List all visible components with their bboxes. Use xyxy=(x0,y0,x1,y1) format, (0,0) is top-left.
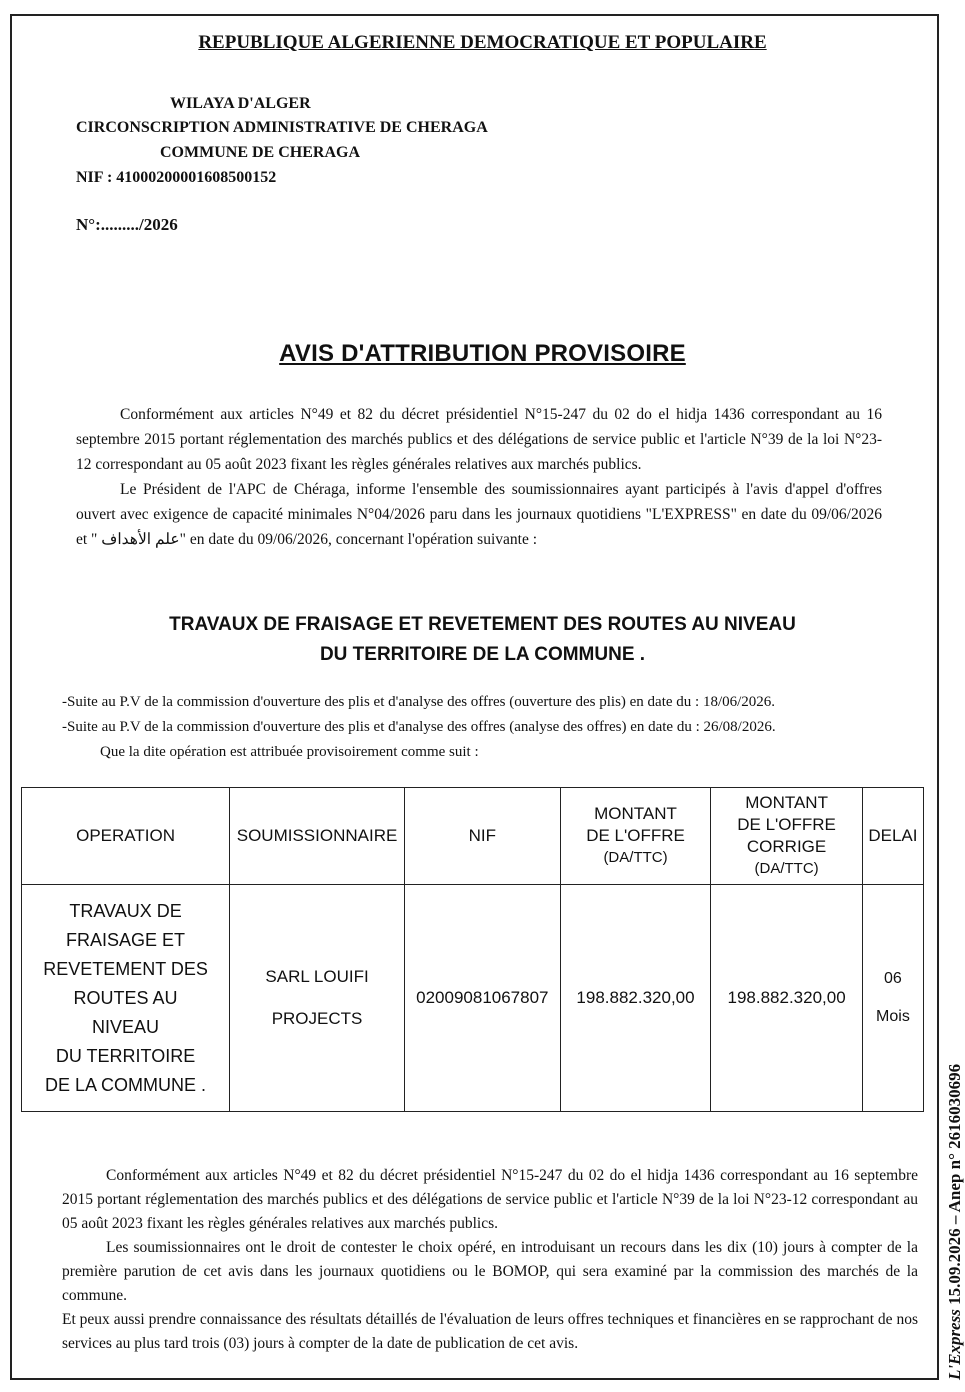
award-table xyxy=(21,787,924,1112)
suite-line-2: -Suite au P.V de la commission d'ouverture des plis et d'analyse des offres (analyse des offres) en date du : 26/08/2026. xyxy=(62,719,776,735)
operation-line-2: FRAISAGE ET xyxy=(66,929,186,950)
header-montant-offre xyxy=(560,788,711,885)
publication-date-anep: 15.09.2026 – Anep n° 2616030696 xyxy=(945,1063,964,1305)
header-corrige-line-1: MONTANT xyxy=(745,793,828,812)
intro-section xyxy=(76,402,882,552)
operation-line-3: REVETEMENT DES xyxy=(43,958,208,979)
cell-nif: 02009081067807 xyxy=(404,885,560,1112)
delai-line-1: 06 xyxy=(884,970,902,987)
header-nif: NIF xyxy=(404,788,560,885)
header-corrige-line-4: (DA/TTC) xyxy=(754,860,819,877)
closing-paragraph-2: Les soumissionnaires ont le droit de contester le choix opéré, en introduisant un recours dans les dix (10) jours à compter de la première parution de cet avis dans les journaux quotidiens ou le BOMOP, qui sera examiné par la commission des marchés de la commune. xyxy=(62,1239,918,1304)
header-montant-line-2: DE L'OFFRE xyxy=(586,826,685,845)
circonscription-heading: CIRCONSCRIPTION ADMINISTRATIVE DE CHERAGA xyxy=(76,119,488,136)
header-montant-line-1: MONTANT xyxy=(594,804,677,823)
operation-line-5: NIVEAU xyxy=(92,1016,160,1037)
header-montant-line-3: (DA/TTC) xyxy=(603,849,668,866)
commune-heading: COMMUNE DE CHERAGA xyxy=(160,144,360,161)
header-delai: DELAI xyxy=(862,788,923,885)
operation-title xyxy=(0,610,965,670)
header-soumissionnaire: SOUMISSIONNAIRE xyxy=(230,788,405,885)
republic-heading: REPUBLIQUE ALGERIENNE DEMOCRATIQUE ET POPULAIRE xyxy=(198,32,767,53)
reference-number: N°:........./2026 xyxy=(76,215,178,234)
cell-montant-corrige: 198.882.320,00 xyxy=(711,885,863,1112)
delai-line-2: Mois xyxy=(876,1008,910,1025)
header-corrige-line-2: DE L'OFFRE xyxy=(737,815,836,834)
soumissionnaire-line-1: SARL LOUIFI xyxy=(265,967,369,986)
operation-line-6: DU TERRITOIRE xyxy=(55,1045,196,1066)
closing-section xyxy=(62,1164,918,1356)
header-montant-corrige xyxy=(711,788,863,885)
table-row xyxy=(22,885,924,1112)
operation-line-7: DE LA COMMUNE . xyxy=(45,1074,207,1095)
header-corrige-line-3: CORRIGE xyxy=(746,837,827,856)
suite-line-3: Que la dite opération est attribuée provisoirement comme suit : xyxy=(100,744,479,760)
closing-paragraph-1: Conformément aux articles N°49 et 82 du décret présidentiel N°15-247 du 02 do el hidja 1436 correspondant au 16 septembre 2015 portant réglementation des marchés publics et des délégations de service public et l'article N°39 de la loi N°23-12 correspondant au 05 août 2023 fixant les règles générales relatives aux marchés publics. xyxy=(62,1167,918,1232)
cell-delai xyxy=(862,885,923,1112)
suite-line-1: -Suite au P.V de la commission d'ouverture des plis et d'analyse des offres (ouverture des plis) en date du : 18/06/2026. xyxy=(62,694,776,710)
header-operation: OPERATION xyxy=(22,788,230,885)
operation-title-line-2: DU TERRITOIRE DE LA COMMUNE . xyxy=(319,644,646,665)
notice-title: AVIS D'ATTRIBUTION PROVISOIRE xyxy=(279,340,686,367)
cell-montant-offre: 198.882.320,00 xyxy=(560,885,711,1112)
intro-paragraph-2: Le Président de l'APC de Chéraga, informe l'ensemble des soumissionnaires ayant participés à l'avis d'appel d'offres ouvert avec exigence de capacité minimales N°04/2026 paru dans les journaux quotidiens "L'EXPRESS" en date du 09/06/2026 et " علم الأهداف" en date du 09/06/2026, concernant l'opération suivante : xyxy=(76,481,882,548)
publication-sidebar xyxy=(945,1064,965,1380)
operation-line-4: ROUTES AU xyxy=(73,987,178,1008)
cell-soumissionnaire xyxy=(230,885,405,1112)
publication-name: L'Express xyxy=(945,1309,964,1380)
closing-paragraph-3: Et peux aussi prendre connaissance des résultats détaillés de l'évaluation de leurs offres techniques et financières en se rapprochant de nos services au plus tard trois (03) jours à compter de la date de publication de cet avis. xyxy=(62,1311,918,1352)
nif-heading: NIF : 41000200001608500152 xyxy=(76,169,277,186)
operation-title-line-1: TRAVAUX DE FRAISAGE ET REVETEMENT DES ROUTES AU NIVEAU xyxy=(169,614,796,635)
wilaya-heading: WILAYA D'ALGER xyxy=(170,95,311,112)
table-header-row xyxy=(22,788,924,885)
intro-paragraph-1: Conformément aux articles N°49 et 82 du décret présidentiel N°15-247 du 02 do el hidja 1436 correspondant au 16 septembre 2015 portant réglementation des marchés publics et des délégations de service public et l'article N°39 de la loi N°23-12 correspondant au 05 août 2023 fixant les règles générales relatives aux marchés publics. xyxy=(76,406,882,473)
operation-line-1: TRAVAUX DE xyxy=(69,900,182,921)
cell-operation xyxy=(22,885,230,1112)
soumissionnaire-line-2: PROJECTS xyxy=(271,1009,363,1028)
